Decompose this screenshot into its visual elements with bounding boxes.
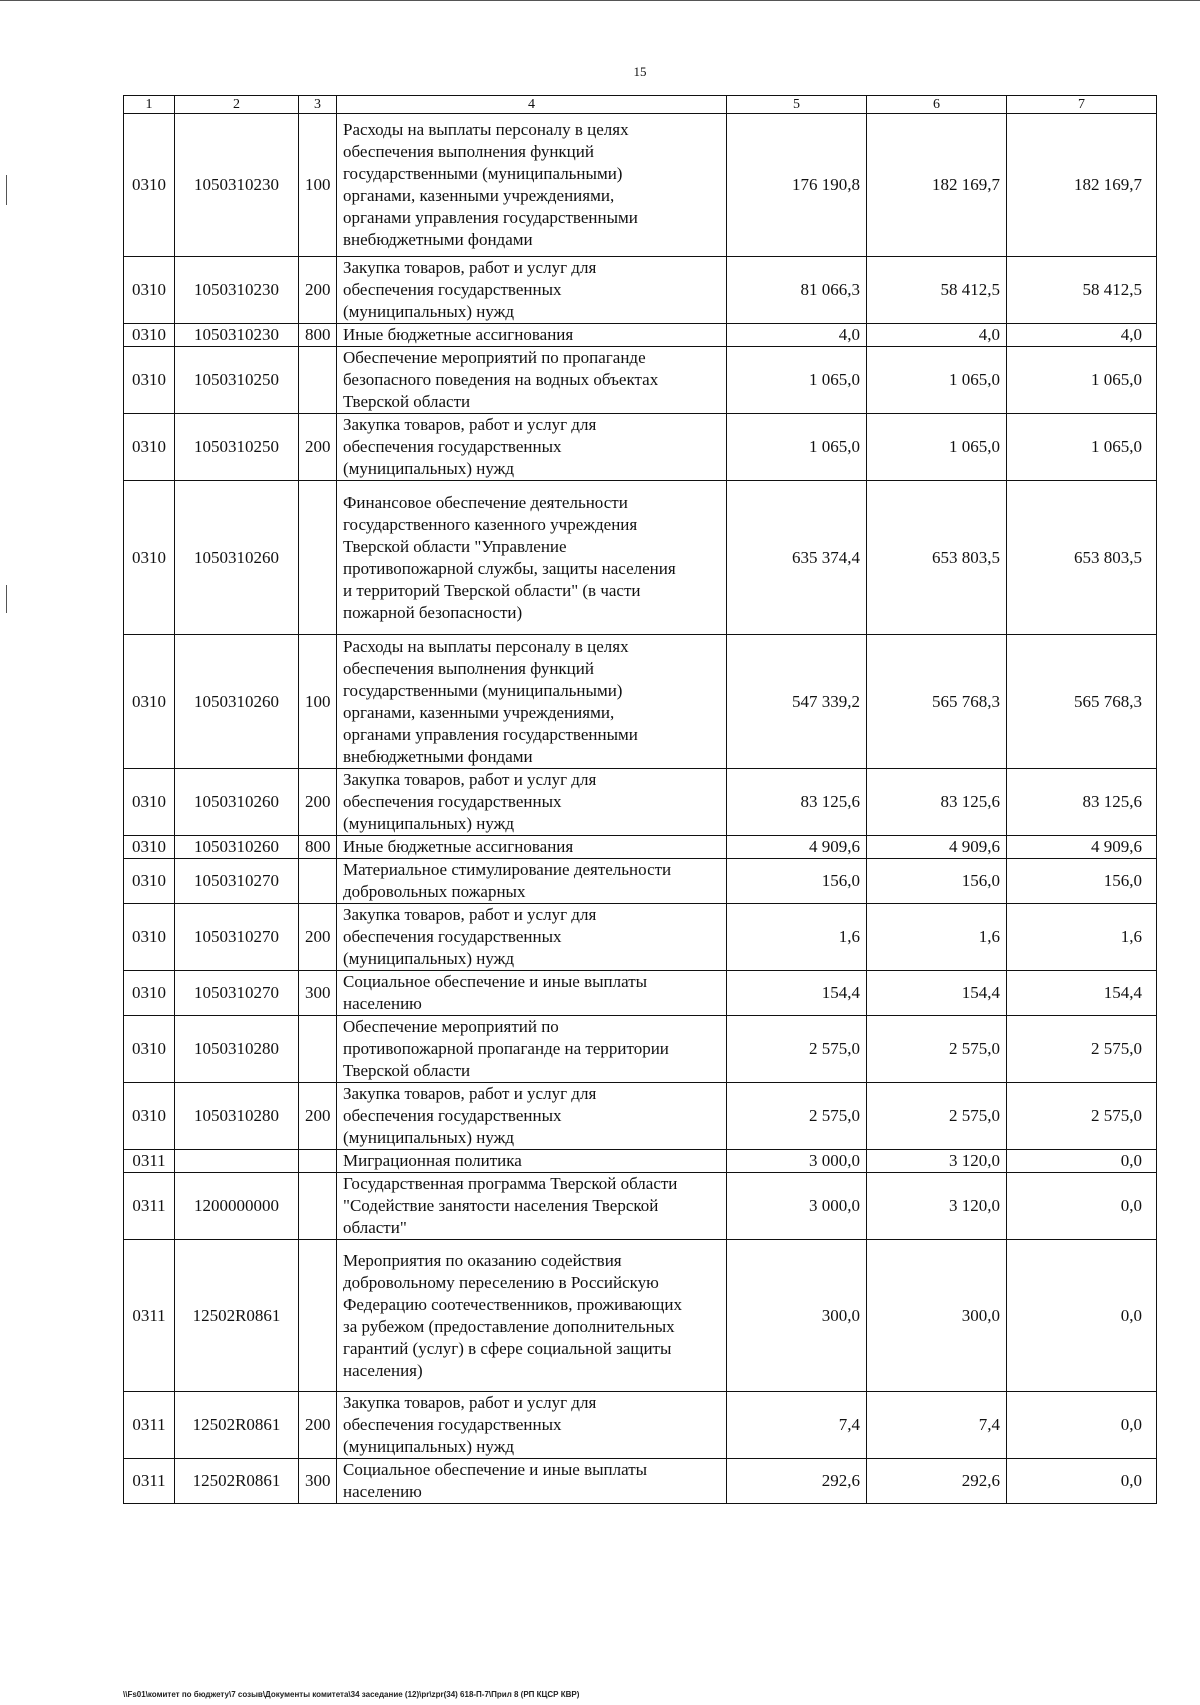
description-line: противопожарной службы, защиты населения xyxy=(343,558,676,578)
column-header: 6 xyxy=(867,96,1007,114)
description-cell xyxy=(337,904,727,971)
description-line: обеспечения государственных xyxy=(343,792,562,811)
expense-type-cell: 100 xyxy=(299,635,337,769)
description-line: (муниципальных) нужд xyxy=(343,459,515,478)
description-cell xyxy=(337,1240,727,1392)
description-line: Тверской области xyxy=(343,1061,471,1080)
column-header: 2 xyxy=(175,96,299,114)
column-number-row xyxy=(124,96,1157,114)
table-row xyxy=(124,347,1157,414)
value-col6-cell: 2 575,0 xyxy=(867,1016,1007,1083)
value-col5-cell: 1,6 xyxy=(727,904,867,971)
description-line: (муниципальных) нужд xyxy=(343,302,515,321)
description-line: Расходы на выплаты персоналу в целях xyxy=(343,120,629,139)
section-code-cell: 0311 xyxy=(124,1459,175,1504)
target-code-cell: 1200000000 xyxy=(175,1173,299,1240)
table-row xyxy=(124,1083,1157,1150)
file-path-footer: \\Fs01\комитет по бюджету\7 созыв\Документы комитета\34 заседание (12)\pr\zpr(34) 618-П-7\Прил 8 (РП КЦСР КВР) xyxy=(123,1690,580,1699)
target-code-cell: 12502R0861 xyxy=(175,1240,299,1392)
section-code-cell: 0310 xyxy=(124,347,175,414)
description-line: внебюджетными фондами xyxy=(343,746,533,766)
description-line: за рубежом (предоставление дополнительных xyxy=(343,1316,675,1336)
table-row xyxy=(124,1459,1157,1504)
description-line: обеспечения государственных xyxy=(343,927,562,946)
value-col5-cell: 635 374,4 xyxy=(727,481,867,635)
description-cell xyxy=(337,414,727,481)
value-col7-cell: 154,4 xyxy=(1007,971,1157,1016)
description-line: государственными (муниципальными) xyxy=(343,164,623,183)
expense-type-cell: 200 xyxy=(299,1392,337,1459)
description-line: обеспечения государственных xyxy=(343,280,562,299)
expense-type-cell: 100 xyxy=(299,114,337,257)
table-row xyxy=(124,904,1157,971)
value-col6-cell: 653 803,5 xyxy=(867,481,1007,635)
expense-type-cell xyxy=(299,1150,337,1173)
value-col6-cell: 7,4 xyxy=(867,1392,1007,1459)
description-line: Иные бюджетные ассигнования xyxy=(343,325,574,344)
value-col6-cell: 3 120,0 xyxy=(867,1173,1007,1240)
description-cell xyxy=(337,347,727,414)
section-code-cell: 0310 xyxy=(124,859,175,904)
value-col5-cell: 2 575,0 xyxy=(727,1083,867,1150)
table-body xyxy=(124,114,1157,1504)
value-col7-cell: 0,0 xyxy=(1007,1459,1157,1504)
table-row xyxy=(124,481,1157,635)
value-col5-cell: 1 065,0 xyxy=(727,347,867,414)
description-line: Закупка товаров, работ и услуг для xyxy=(343,415,597,434)
column-header: 1 xyxy=(124,96,175,114)
table-row xyxy=(124,1150,1157,1173)
description-cell xyxy=(337,1392,727,1459)
value-col7-cell: 0,0 xyxy=(1007,1240,1157,1392)
value-col7-cell: 0,0 xyxy=(1007,1392,1157,1459)
target-code-cell: 1050310230 xyxy=(175,324,299,347)
value-col7-cell: 83 125,6 xyxy=(1007,769,1157,836)
description-line: пожарной безопасности) xyxy=(343,602,523,622)
target-code-cell: 1050310260 xyxy=(175,836,299,859)
expense-type-cell xyxy=(299,1240,337,1392)
description-cell xyxy=(337,859,727,904)
description-cell xyxy=(337,257,727,324)
description-line: Федерацию соотечественников, проживающих xyxy=(343,1294,682,1314)
description-line: Социальное обеспечение и иные выплаты xyxy=(343,1460,648,1479)
value-col5-cell: 83 125,6 xyxy=(727,769,867,836)
value-col7-cell: 156,0 xyxy=(1007,859,1157,904)
expense-type-cell: 200 xyxy=(299,414,337,481)
table-row xyxy=(124,1173,1157,1240)
description-line: Расходы на выплаты персоналу в целях xyxy=(343,636,629,656)
value-col5-cell: 4,0 xyxy=(727,324,867,347)
section-code-cell: 0310 xyxy=(124,1016,175,1083)
description-line: обеспечения государственных xyxy=(343,437,562,456)
section-code-cell: 0310 xyxy=(124,1083,175,1150)
value-col5-cell: 2 575,0 xyxy=(727,1016,867,1083)
description-line: Миграционная политика xyxy=(343,1151,522,1170)
section-code-cell: 0310 xyxy=(124,836,175,859)
description-cell xyxy=(337,1016,727,1083)
value-col6-cell: 4,0 xyxy=(867,324,1007,347)
value-col7-cell: 4,0 xyxy=(1007,324,1157,347)
target-code-cell: 12502R0861 xyxy=(175,1459,299,1504)
description-cell xyxy=(337,1173,727,1240)
description-line: Материальное стимулирование деятельности xyxy=(343,860,672,879)
expense-type-cell xyxy=(299,481,337,635)
value-col7-cell: 1,6 xyxy=(1007,904,1157,971)
target-code-cell: 12502R0861 xyxy=(175,1392,299,1459)
expense-type-cell xyxy=(299,1173,337,1240)
expense-type-cell: 800 xyxy=(299,324,337,347)
value-col7-cell: 653 803,5 xyxy=(1007,481,1157,635)
table-row xyxy=(124,324,1157,347)
description-line: Тверской области "Управление xyxy=(343,536,567,556)
table-row xyxy=(124,1392,1157,1459)
column-header: 5 xyxy=(727,96,867,114)
expense-type-cell: 200 xyxy=(299,1083,337,1150)
section-code-cell: 0310 xyxy=(124,635,175,769)
target-code-cell: 1050310260 xyxy=(175,635,299,769)
description-line: Закупка товаров, работ и услуг для xyxy=(343,1084,597,1103)
table-row xyxy=(124,1016,1157,1083)
expense-type-cell: 300 xyxy=(299,971,337,1016)
description-line: (муниципальных) нужд xyxy=(343,814,515,833)
description-line: Финансовое обеспечение деятельности xyxy=(343,492,628,512)
description-line: Государственная программа Тверской области xyxy=(343,1174,678,1193)
scan-mark xyxy=(6,585,7,613)
value-col5-cell: 300,0 xyxy=(727,1240,867,1392)
value-col7-cell: 2 575,0 xyxy=(1007,1083,1157,1150)
description-line: Социальное обеспечение и иные выплаты xyxy=(343,972,648,991)
section-code-cell: 0310 xyxy=(124,114,175,257)
description-line: Мероприятия по оказанию содействия xyxy=(343,1250,622,1270)
target-code-cell: 1050310280 xyxy=(175,1083,299,1150)
scan-edge-line xyxy=(0,0,1200,1)
page-number: 15 xyxy=(633,64,647,79)
section-code-cell: 0311 xyxy=(124,1392,175,1459)
description-cell xyxy=(337,481,727,635)
table-row xyxy=(124,635,1157,769)
table-row xyxy=(124,114,1157,257)
description-line: Закупка товаров, работ и услуг для xyxy=(343,770,597,789)
section-code-cell: 0310 xyxy=(124,904,175,971)
table-row xyxy=(124,257,1157,324)
section-code-cell: 0310 xyxy=(124,324,175,347)
description-cell xyxy=(337,836,727,859)
section-code-cell: 0310 xyxy=(124,971,175,1016)
section-code-cell: 0310 xyxy=(124,481,175,635)
target-code-cell: 1050310270 xyxy=(175,904,299,971)
expense-type-cell xyxy=(299,859,337,904)
value-col6-cell: 1 065,0 xyxy=(867,414,1007,481)
value-col5-cell: 4 909,6 xyxy=(727,836,867,859)
column-header: 7 xyxy=(1007,96,1157,114)
description-line: государственными (муниципальными) xyxy=(343,680,623,700)
section-code-cell: 0310 xyxy=(124,257,175,324)
expense-type-cell: 800 xyxy=(299,836,337,859)
target-code-cell: 1050310270 xyxy=(175,859,299,904)
value-col7-cell: 58 412,5 xyxy=(1007,257,1157,324)
value-col7-cell: 182 169,7 xyxy=(1007,114,1157,257)
value-col7-cell: 0,0 xyxy=(1007,1173,1157,1240)
section-code-cell: 0311 xyxy=(124,1173,175,1240)
value-col6-cell: 156,0 xyxy=(867,859,1007,904)
column-header: 4 xyxy=(337,96,727,114)
description-line: обеспечения государственных xyxy=(343,1415,562,1434)
value-col7-cell: 4 909,6 xyxy=(1007,836,1157,859)
column-header: 3 xyxy=(299,96,337,114)
value-col5-cell: 176 190,8 xyxy=(727,114,867,257)
description-line: органами, казенными учреждениями, xyxy=(343,702,615,722)
description-line: Закупка товаров, работ и услуг для xyxy=(343,1393,597,1412)
target-code-cell: 1050310250 xyxy=(175,347,299,414)
description-line: Обеспечение мероприятий по xyxy=(343,1017,559,1036)
value-col6-cell: 83 125,6 xyxy=(867,769,1007,836)
value-col5-cell: 1 065,0 xyxy=(727,414,867,481)
description-cell xyxy=(337,324,727,347)
description-line: органами, казенными учреждениями, xyxy=(343,186,615,205)
value-col7-cell: 565 768,3 xyxy=(1007,635,1157,769)
target-code-cell xyxy=(175,1150,299,1173)
description-cell xyxy=(337,769,727,836)
section-code-cell: 0311 xyxy=(124,1150,175,1173)
description-line: безопасного поведения на водных объектах xyxy=(343,370,659,389)
value-col7-cell: 0,0 xyxy=(1007,1150,1157,1173)
value-col7-cell: 1 065,0 xyxy=(1007,414,1157,481)
value-col6-cell: 1,6 xyxy=(867,904,1007,971)
target-code-cell: 1050310260 xyxy=(175,481,299,635)
table-row xyxy=(124,836,1157,859)
section-code-cell: 0311 xyxy=(124,1240,175,1392)
value-col7-cell: 2 575,0 xyxy=(1007,1016,1157,1083)
expense-type-cell xyxy=(299,347,337,414)
expense-type-cell xyxy=(299,1016,337,1083)
target-code-cell: 1050310230 xyxy=(175,257,299,324)
target-code-cell: 1050310250 xyxy=(175,414,299,481)
description-cell xyxy=(337,1150,727,1173)
description-line: обеспечения выполнения функций xyxy=(343,142,594,161)
budget-table xyxy=(123,95,1157,1504)
value-col5-cell: 3 000,0 xyxy=(727,1173,867,1240)
description-line: и территорий Тверской области" (в части xyxy=(343,580,641,600)
table-row xyxy=(124,971,1157,1016)
target-code-cell: 1050310280 xyxy=(175,1016,299,1083)
value-col5-cell: 81 066,3 xyxy=(727,257,867,324)
value-col5-cell: 3 000,0 xyxy=(727,1150,867,1173)
value-col6-cell: 4 909,6 xyxy=(867,836,1007,859)
value-col6-cell: 182 169,7 xyxy=(867,114,1007,257)
value-col6-cell: 154,4 xyxy=(867,971,1007,1016)
description-line: (муниципальных) нужд xyxy=(343,1437,515,1456)
description-line: населению xyxy=(343,1482,422,1501)
description-cell xyxy=(337,1459,727,1504)
description-line: органами управления государственными xyxy=(343,724,638,744)
description-cell xyxy=(337,1083,727,1150)
description-line: внебюджетными фондами xyxy=(343,230,533,249)
value-col7-cell: 1 065,0 xyxy=(1007,347,1157,414)
expense-type-cell: 300 xyxy=(299,1459,337,1504)
table-row xyxy=(124,769,1157,836)
description-line: добровольных пожарных xyxy=(343,882,526,901)
value-col5-cell: 547 339,2 xyxy=(727,635,867,769)
target-code-cell: 1050310270 xyxy=(175,971,299,1016)
value-col6-cell: 3 120,0 xyxy=(867,1150,1007,1173)
value-col6-cell: 292,6 xyxy=(867,1459,1007,1504)
description-line: органами управления государственными xyxy=(343,208,638,227)
description-line: обеспечения выполнения функций xyxy=(343,658,594,678)
expense-type-cell: 200 xyxy=(299,257,337,324)
value-col6-cell: 58 412,5 xyxy=(867,257,1007,324)
description-line: противопожарной пропаганде на территории xyxy=(343,1039,669,1058)
description-line: (муниципальных) нужд xyxy=(343,949,515,968)
description-line: Обеспечение мероприятий по пропаганде xyxy=(343,348,646,367)
expense-type-cell: 200 xyxy=(299,769,337,836)
value-col6-cell: 300,0 xyxy=(867,1240,1007,1392)
value-col5-cell: 292,6 xyxy=(727,1459,867,1504)
section-code-cell: 0310 xyxy=(124,414,175,481)
target-code-cell: 1050310230 xyxy=(175,114,299,257)
value-col6-cell: 565 768,3 xyxy=(867,635,1007,769)
value-col5-cell: 156,0 xyxy=(727,859,867,904)
value-col5-cell: 154,4 xyxy=(727,971,867,1016)
description-cell xyxy=(337,114,727,257)
description-line: области" xyxy=(343,1218,407,1237)
description-line: Закупка товаров, работ и услуг для xyxy=(343,258,597,277)
description-line: населения) xyxy=(343,1360,423,1380)
table-row xyxy=(124,1240,1157,1392)
description-line: обеспечения государственных xyxy=(343,1106,562,1125)
value-col5-cell: 7,4 xyxy=(727,1392,867,1459)
description-line: (муниципальных) нужд xyxy=(343,1128,515,1147)
value-col6-cell: 1 065,0 xyxy=(867,347,1007,414)
target-code-cell: 1050310260 xyxy=(175,769,299,836)
table-row xyxy=(124,859,1157,904)
description-line: Иные бюджетные ассигнования xyxy=(343,837,574,856)
table-row xyxy=(124,414,1157,481)
description-line: добровольному переселению в Российскую xyxy=(343,1272,659,1292)
description-line: гарантий (услуг) в сфере социальной защиты xyxy=(343,1338,672,1358)
section-code-cell: 0310 xyxy=(124,769,175,836)
description-line: населению xyxy=(343,994,422,1013)
description-cell xyxy=(337,635,727,769)
description-line: Закупка товаров, работ и услуг для xyxy=(343,905,597,924)
description-line: Тверской области xyxy=(343,392,471,411)
expense-type-cell: 200 xyxy=(299,904,337,971)
description-cell xyxy=(337,971,727,1016)
value-col6-cell: 2 575,0 xyxy=(867,1083,1007,1150)
description-line: государственного казенного учреждения xyxy=(343,514,638,534)
scan-mark xyxy=(6,175,7,205)
description-line: "Содействие занятости населения Тверской xyxy=(343,1196,659,1215)
